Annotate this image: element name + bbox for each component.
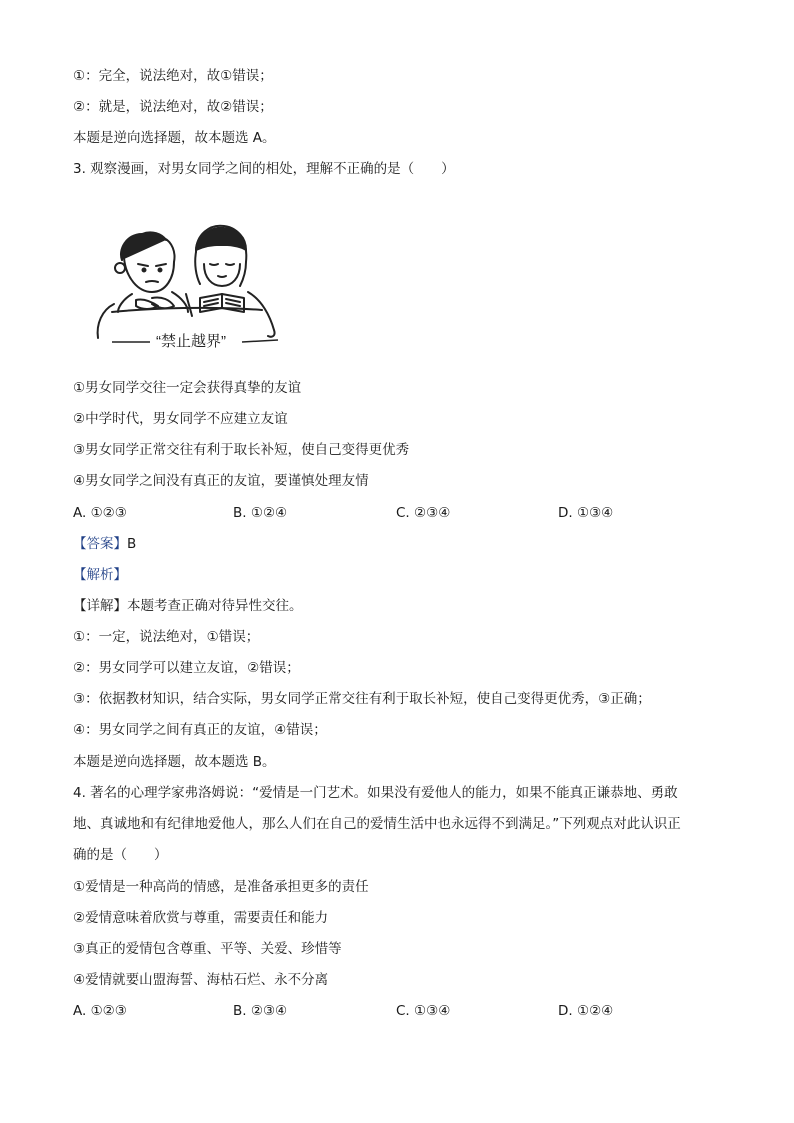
- explanation-line: ②：就是，说法绝对，故②错误；: [73, 99, 273, 115]
- analysis-tag: 【解析】: [73, 567, 127, 583]
- detail-line: [73, 596, 303, 616]
- analysis-line: [73, 565, 127, 585]
- statement-item: ④爱情就要山盟海誓、海枯石烂、永不分离: [73, 972, 329, 988]
- explanation-line: ①：一定，说法绝对，①错误；: [73, 629, 260, 645]
- option-c: C. ①③④: [396, 1003, 451, 1019]
- option-d: D. ①③④: [558, 505, 614, 521]
- question-4-stem-line: 确的是（ ）: [73, 847, 168, 863]
- option-a: A. ①②③: [73, 505, 127, 521]
- option-c: C. ②③④: [396, 505, 451, 521]
- cartoon-image: [92, 220, 292, 355]
- option-b: B. ②③④: [233, 1003, 288, 1019]
- option-b: B. ①②④: [233, 505, 288, 521]
- statement-item: ②中学时代，男女同学不应建立友谊: [73, 411, 288, 427]
- option-d: D. ①②④: [558, 1003, 614, 1019]
- conclusion-line: 本题是逆向选择题，故本题选 A。: [73, 130, 276, 146]
- statement-item: ①爱情是一种高尚的情感，是准备承担更多的责任: [73, 879, 369, 895]
- detail-text: 本题考查正确对待异性交往。: [127, 598, 303, 614]
- statement-item: ②爱情意味着欣赏与尊重，需要责任和能力: [73, 910, 329, 926]
- question-3-stem: 3. 观察漫画，对男女同学之间的相处，理解不正确的是（ ）: [73, 161, 455, 177]
- statement-item: ③男女同学正常交往有利于取长补短，使自己变得更优秀: [73, 442, 410, 458]
- answer-tag: 【答案】: [73, 536, 127, 552]
- explanation-line: ②：男女同学可以建立友谊，②错误；: [73, 660, 300, 676]
- explanation-line: ③：依据教材知识，结合实际，男女同学正常交往有利于取长补短，使自己变得更优秀，③正确；: [73, 691, 651, 707]
- question-4-stem-line: 4. 著名的心理学家弗洛姆说：“爱情是一门艺术。如果没有爱他人的能力，如果不能真正谦恭地、勇敢: [73, 785, 678, 801]
- detail-tag: 【详解】: [73, 598, 127, 614]
- option-a: A. ①②③: [73, 1003, 127, 1019]
- cartoon-caption: “禁止越界”: [156, 333, 226, 350]
- cartoon-drawing: [92, 220, 292, 355]
- answer-value: B: [127, 536, 137, 552]
- statement-item: ①男女同学交往一定会获得真挚的友谊: [73, 380, 302, 396]
- explanation-line: ④：男女同学之间有真正的友谊，④错误；: [73, 722, 327, 738]
- statement-item: ④男女同学之间没有真正的友谊，要谨慎处理友情: [73, 473, 369, 489]
- answer-line: [73, 534, 136, 554]
- question-4-stem-line: 地、真诚地和有纪律地爱他人，那么人们在自己的爱情生活中也永远得不到满足。”下列观点对此认识正: [73, 816, 681, 832]
- conclusion-line: 本题是逆向选择题，故本题选 B。: [73, 754, 276, 770]
- explanation-line: ①：完全，说法绝对，故①错误；: [73, 68, 273, 84]
- statement-item: ③真正的爱情包含尊重、平等、关爱、珍惜等: [73, 941, 342, 957]
